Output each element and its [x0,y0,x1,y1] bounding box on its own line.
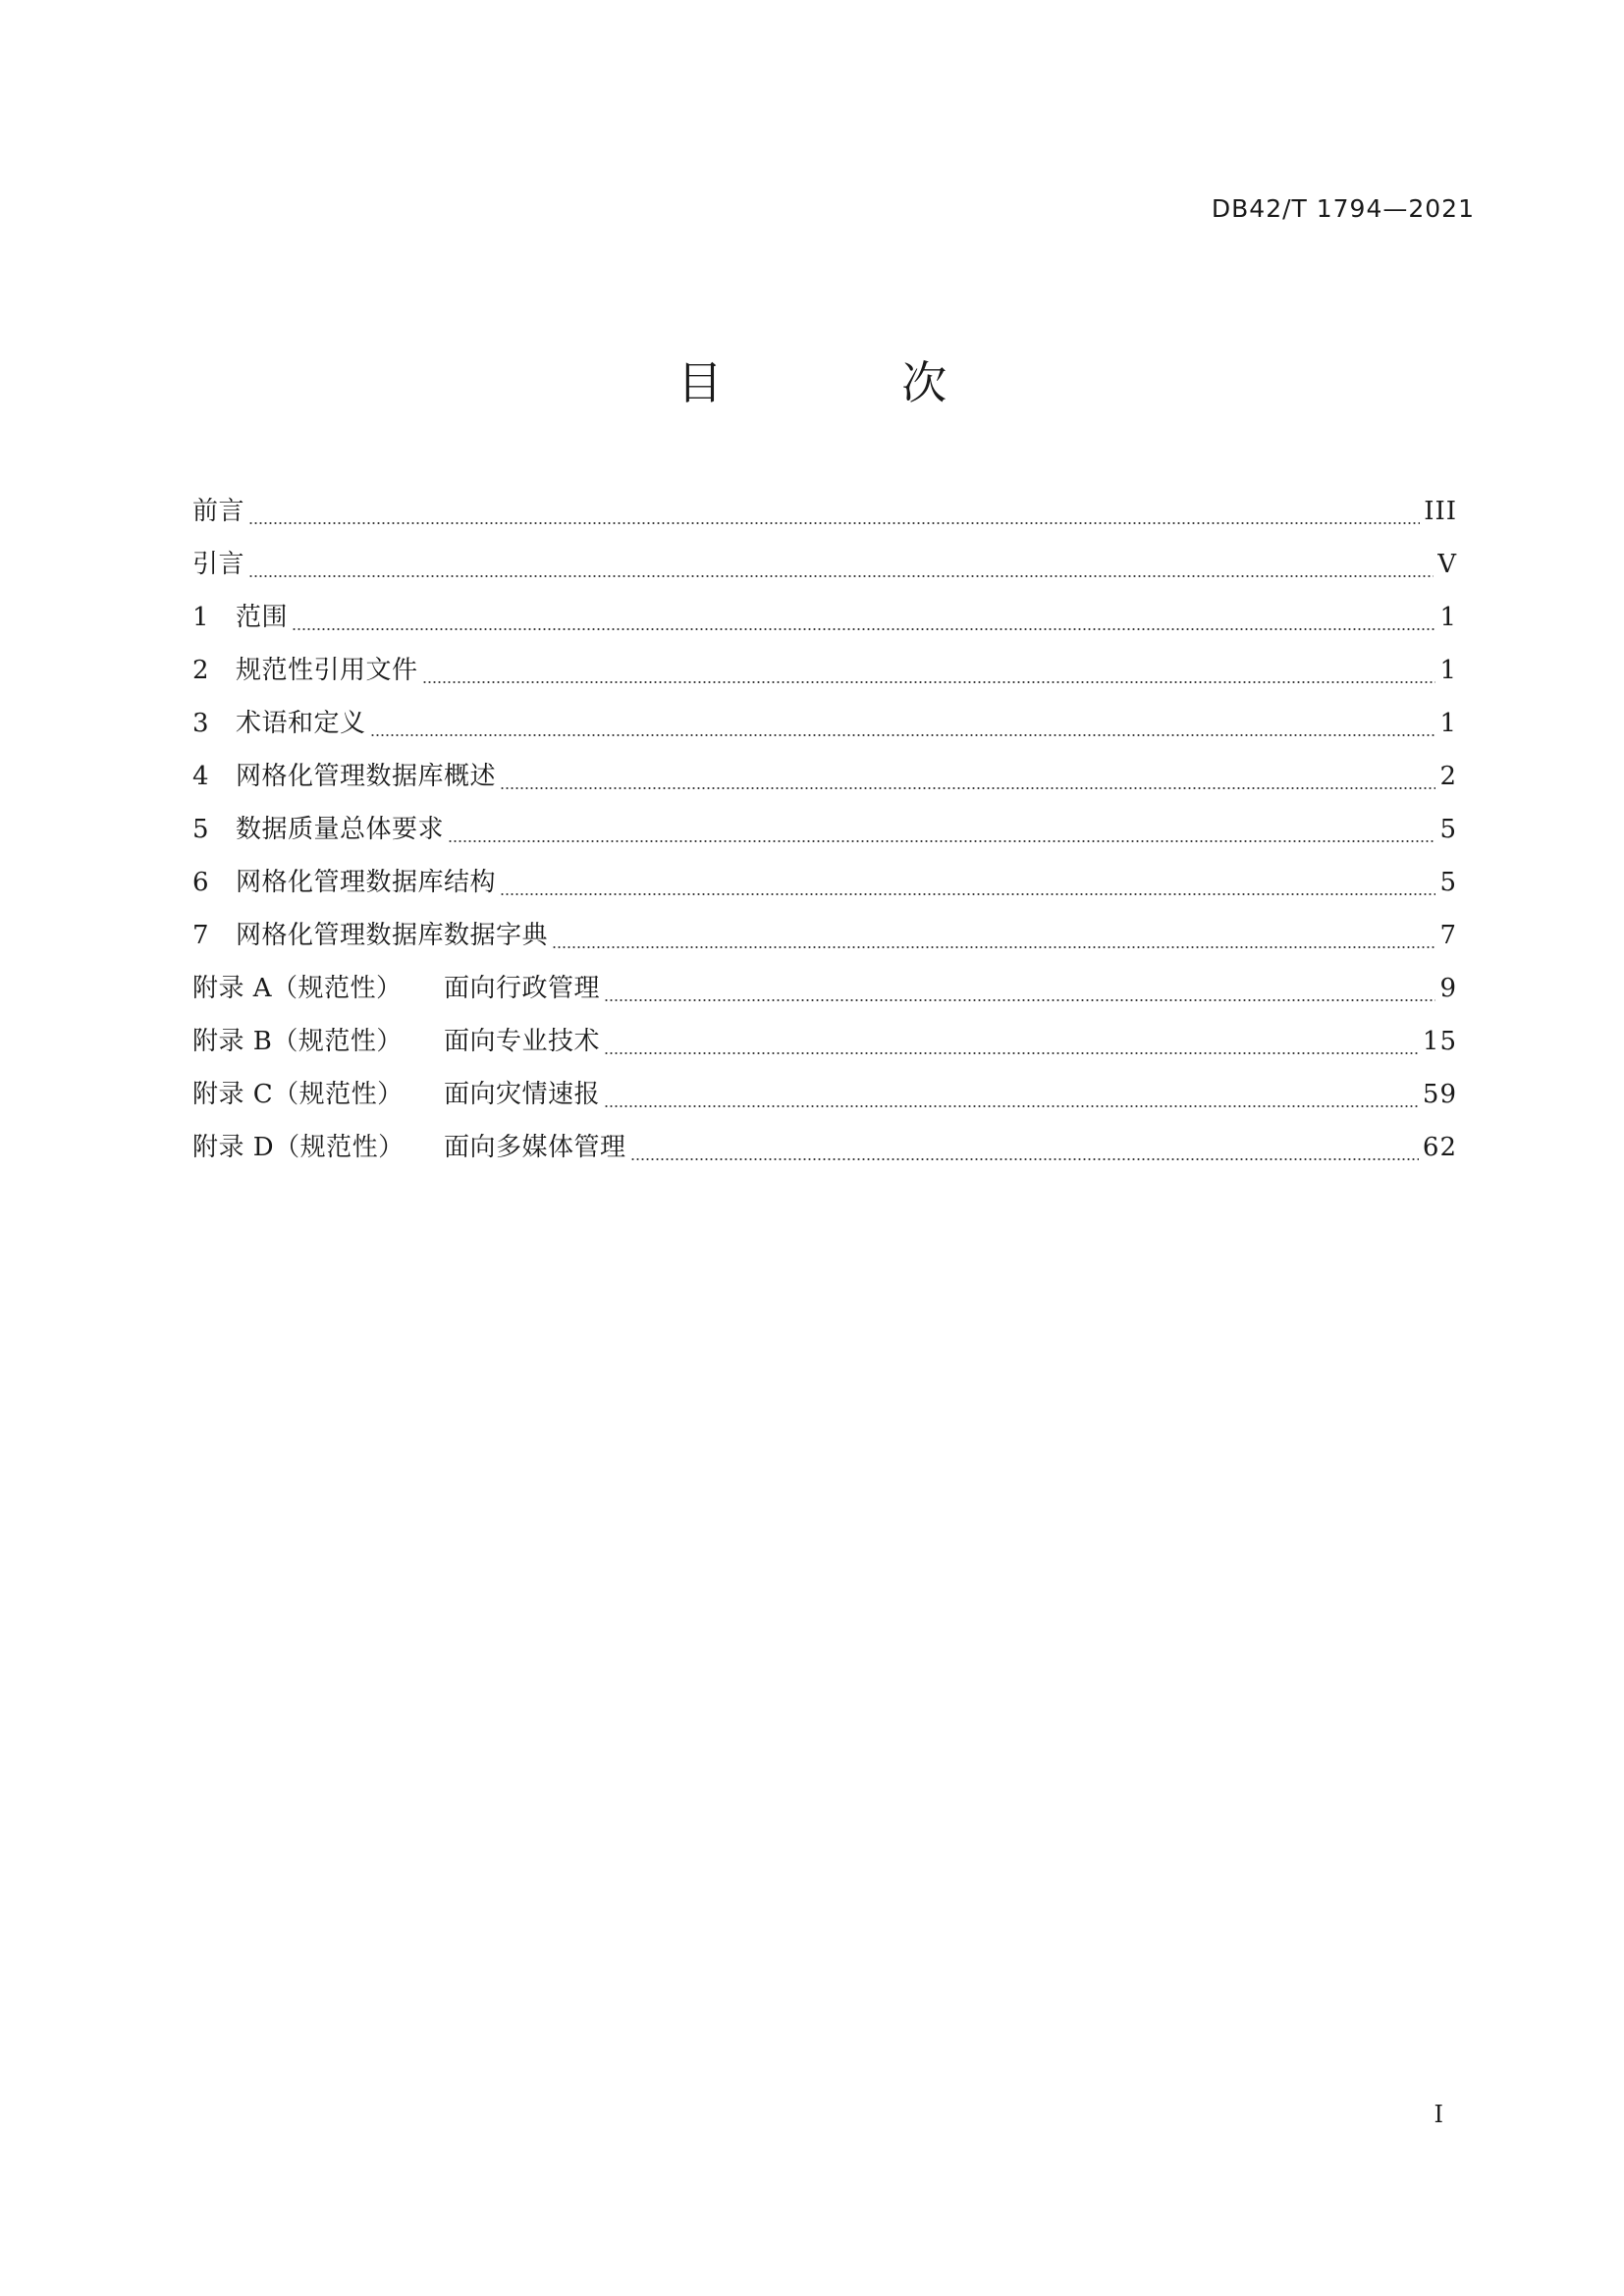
toc-entry-label: 引言 [192,550,245,579]
toc-entry-appendix-c[interactable] [192,1068,1457,1121]
toc-entry-appendix-b[interactable] [192,1015,1457,1068]
toc-entry-page: 59 [1422,1080,1457,1109]
document-code: DB42/T 1794—2021 [1211,194,1475,223]
toc-leader-dots [604,999,1435,1001]
toc-entry-label: 规范性引用文件 [236,656,418,685]
toc-leader-dots [448,840,1435,842]
toc-entry-page: 1 [1439,603,1457,632]
toc-entry-database-structure[interactable] [192,856,1457,909]
toc-entry-number: 1 [192,603,209,632]
toc-entry-terms-definitions[interactable] [192,697,1457,750]
toc-entry-page: 9 [1439,974,1457,1003]
toc-entry-foreword[interactable] [192,485,1457,538]
toc-appendix-prefix: 附录 A（规范性） [192,974,403,1003]
toc-title: 目 次 [677,356,1030,409]
toc-leader-dots [500,893,1435,895]
toc-leader-dots [604,1105,1419,1107]
toc-appendix-prefix: 附录 B（规范性） [192,1027,403,1056]
toc-entry-page: 15 [1422,1027,1457,1056]
toc-entry-page: V [1437,550,1457,579]
toc-entry-number: 4 [192,762,209,791]
toc-entry-page: 62 [1422,1133,1457,1162]
toc-entry-appendix-d[interactable] [192,1121,1457,1174]
table-of-contents [192,485,1457,1174]
toc-entry-number: 2 [192,656,209,685]
toc-leader-dots [248,522,1420,524]
toc-entry-normative-references[interactable] [192,644,1457,697]
toc-entry-label: 面向专业技术 [444,1027,601,1056]
toc-appendix-prefix: 附录 C（规范性） [192,1080,404,1109]
toc-entry-label: 面向多媒体管理 [444,1133,626,1162]
toc-appendix-prefix: 附录 D（规范性） [192,1133,405,1162]
page-number: I [1434,2101,1443,2128]
toc-entry-label: 面向灾情速报 [444,1080,601,1109]
toc-entry-label: 面向行政管理 [444,974,601,1003]
toc-entry-number: 6 [192,868,209,897]
toc-entry-introduction[interactable] [192,538,1457,591]
toc-entry-number: 7 [192,921,209,950]
toc-entry-appendix-a[interactable] [192,962,1457,1015]
toc-entry-label: 网格化管理数据库数据字典 [236,921,549,950]
toc-entry-label: 术语和定义 [236,709,366,738]
toc-entry-page: 2 [1439,762,1457,791]
toc-leader-dots [292,628,1435,630]
toc-entry-number: 3 [192,709,209,738]
toc-entry-page: 1 [1439,709,1457,738]
toc-entry-page: 7 [1439,921,1457,950]
toc-entry-page: 5 [1439,815,1457,844]
toc-leader-dots [552,946,1435,948]
toc-entry-label: 前言 [192,497,245,526]
toc-entry-scope[interactable] [192,591,1457,644]
toc-entry-label: 范围 [236,603,289,632]
toc-entry-page: III [1424,497,1457,526]
toc-entry-database-overview[interactable] [192,750,1457,803]
toc-leader-dots [604,1052,1419,1054]
toc-entry-label: 数据质量总体要求 [236,815,445,844]
toc-leader-dots [248,575,1434,577]
toc-leader-dots [422,681,1436,683]
toc-entry-data-dictionary[interactable] [192,909,1457,962]
toc-entry-data-quality[interactable] [192,803,1457,856]
toc-leader-dots [500,787,1435,789]
toc-entry-label: 网格化管理数据库概述 [236,762,497,791]
toc-leader-dots [370,734,1436,736]
toc-entry-page: 5 [1439,868,1457,897]
toc-entry-label: 网格化管理数据库结构 [236,868,497,897]
toc-entry-page: 1 [1439,656,1457,685]
toc-leader-dots [630,1158,1419,1160]
toc-entry-number: 5 [192,815,209,844]
